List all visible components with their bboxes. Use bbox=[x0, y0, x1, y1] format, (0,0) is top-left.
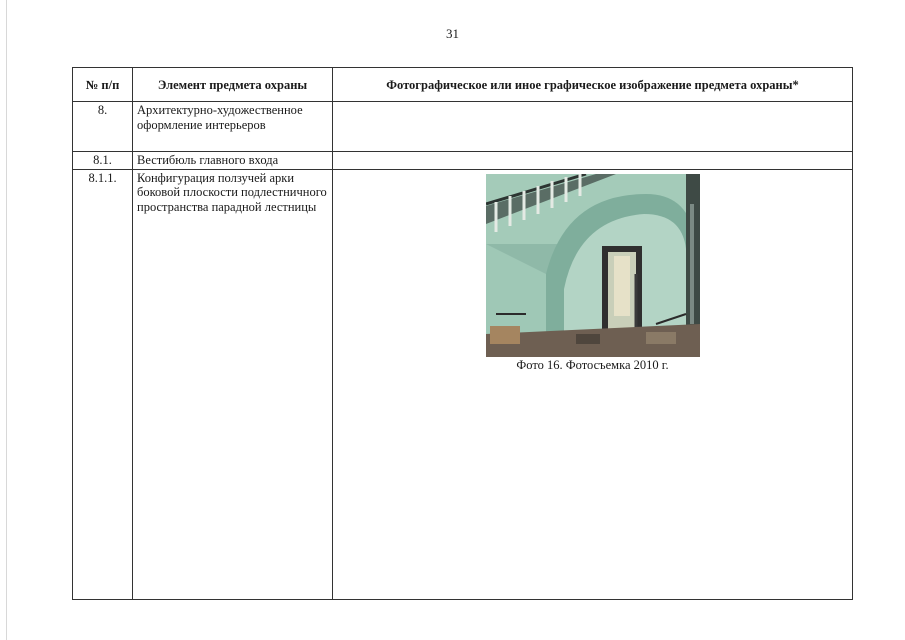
header-image: Фотографическое или иное графическое изображение предмета охраны* bbox=[333, 68, 853, 102]
protection-subject-table bbox=[72, 67, 853, 600]
table-row bbox=[73, 102, 853, 152]
header-element: Элемент предмета охраны bbox=[133, 68, 333, 102]
row-element: Конфигурация ползучей арки боковой плоскости подлестничного пространства парадной лестницы bbox=[133, 169, 333, 600]
row-num: 8.1. bbox=[73, 152, 133, 170]
row-num: 8. bbox=[73, 102, 133, 152]
photo-caption: Фото 16. Фотосъемка 2010 г. bbox=[516, 357, 669, 372]
row-image bbox=[333, 152, 853, 170]
page-edge bbox=[6, 0, 7, 640]
staircase-arch-photo bbox=[486, 174, 700, 357]
row-element: Архитектурно-художественное оформление интерьеров bbox=[133, 102, 333, 152]
row-element: Вестибюль главного входа bbox=[133, 152, 333, 170]
header-num: № п/п bbox=[73, 68, 133, 102]
table-row bbox=[73, 152, 853, 170]
photo-figure bbox=[486, 174, 700, 373]
row-num: 8.1.1. bbox=[73, 169, 133, 600]
table-row bbox=[73, 169, 853, 600]
row-image bbox=[333, 102, 853, 152]
page-number: 31 bbox=[446, 26, 459, 41]
row-image bbox=[333, 169, 853, 600]
table-header-row bbox=[73, 68, 853, 102]
